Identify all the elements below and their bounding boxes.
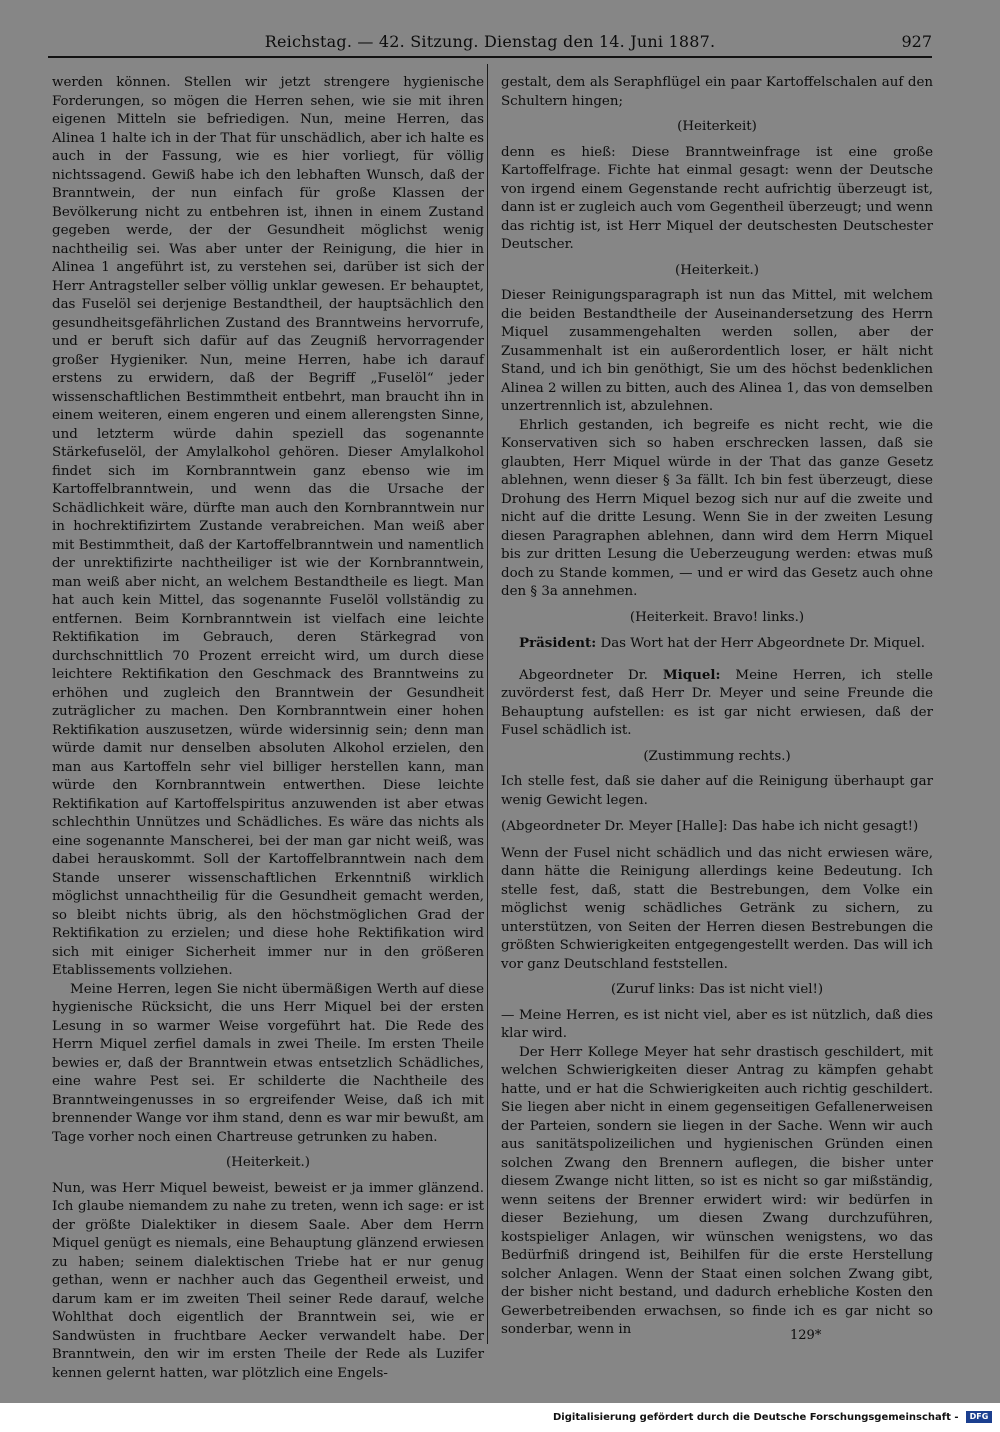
speaker-prefix: Abgeordneter Dr. bbox=[519, 667, 648, 683]
interjection: (Heiterkeit. Bravo! links.) bbox=[629, 609, 805, 625]
column-divider bbox=[487, 64, 488, 1344]
paragraph: Ehrlich gestanden, ich begreife es nicht recht, wie die Konservativen sich so haben erschrecken lassen, daß sie glaubten, Herr Miquel würde in der That das ganze Gesetz ablehnen, wenn dieser § 3a fällt. Ich bin fest überzeugt, diese Drohung des Herrn Miquel bezog sich nur auf die zweite und nicht auf die dritte Lesung. Wenn Sie in der zweiten Lesung diesen Paragraphen ablehnen, dann wird dem Herrn Miquel bis zur dritten Lesung die Ueberzeugung werden: etwas muß doch zu Stande kommen, — und er wird das Gesetz auch ohne den § 3a annehmen. bbox=[501, 417, 933, 599]
president-statement bbox=[501, 634, 933, 654]
paragraph: Nun, was Herr Miquel beweist, beweist er ja immer glänzend. Ich glaube niemandem zu nahe zu treten, wenn ich sage: er ist der größte Dialektiker in diesem Saale. Aber dem Herrn Miquel genügt es niemals, eine Behauptung glänzend erwiesen zu haben; seinem dialektischen Triebe hat er nur genug gethan, wenn er nachher auch das Gegentheil erweist, und darum kam er im zweiten Theil seiner Rede darauf, welche Wohlthat doch eigentlich der Branntwein sei, wie er Sandwüsten in fruchtbare Aecker verwandelt habe. Der Branntwein, den wir im ersten Theile der Rede als Luzifer kennen gelernt hatten, war plötzlich eine Engels- bbox=[52, 1180, 484, 1381]
page-number: 927 bbox=[901, 32, 932, 51]
interjection: (Heiterkeit) bbox=[677, 119, 757, 134]
footer-text: Digitalisierung gefördert durch die Deutsche Forschungsgemeinschaft - bbox=[553, 1412, 959, 1423]
paragraph: Wenn der Fusel nicht schädlich und das nicht erwiesen wäre, dann hätte die Reinigung allerdings keine Bedeutung. Ich stelle fest, daß, statt die Bestrebungen, dem Volke ein möglichst wenig schädliches Getränk zu sichern, zu unterstützen, von Seiten der Herren diesen Bestrebungen die größten Schwierigkeiten entgegengestellt werden. Das will ich vor ganz Deutschland feststellen. bbox=[501, 845, 933, 972]
right-column bbox=[501, 74, 933, 1340]
interjection: (Heiterkeit.) bbox=[675, 262, 759, 278]
paragraph: werden können. Stellen wir jetzt strengere hygienische Forderungen, so mögen die Herren sehen, wie sie mit ihren eigenen Mitteln sie befriedigen. Nun, meine Herren, das Alinea 1 halte ich in der That für unschädlich, aber ich halte es auch in der Fassung, wie es hier vorliegt, für völlig nichtssagend. Gewiß habe ich den lebhaften Wunsch, daß der Branntwein, der nun einfach für große Klassen der Bevölkerung nicht zu entbehren ist, ihnen in einem Zustand gegeben werde, der der Gesundheit möglichst wenig nachtheilig sei. Was aber unter der Reinigung, die hier in Alinea 1 angeführt ist, zu verstehen sei, darüber ist sich der Herr Antragsteller selber völlig unklar gewesen. Er behauptet, das Fuselöl sei derjenige Bestandtheil, der hauptsächlich den gesundheitsgefährlichen Zustand des Branntweins hervorrufe, und er beruft sich dafür auf das Zeugniß hervorragender großer Hygieniker. Nun, meine Herren, habe ich darauf erstens zu erwidern, daß der Begriff „Fuselöl“ jeder wissenschaftlichen Bestimmtheit entbehrt, man braucht ihn in einem weiteren, einem engeren und einem allerengsten Sinne, und letzterm würde dahin speziell das sogenannte Stärkefuselöl, der Amylalkohol gehören. Dieser Amylalkohol findet sich im Kornbranntwein ganz ebenso wie im Kartoffelbranntwein, und wenn das die Ursache der Schädlichkeit wäre, dürfte man auch den Kornbranntwein nur in hochrektifizirtem Zustande verabreichen. Man weiß aber mit Bestimmtheit, daß der Kartoffelbranntwein und namentlich der unrektifizirte nachtheiliger ist wie der Kornbranntwein, man weiß aber nicht, an welchem Bestandtheile es liegt. Man hat auch kein Mittel, das sogenannte Fuselöl vollständig zu entfernen. Beim Kornbranntwein ist vielfach eine leichte Rektifikation im Gebrauch, deren Stärkegrad von durchschnittlich 70 Prozent erreicht wird, um durch diese leichtere Rektifikation den Geschmack des Branntweins zu erhöhen und zugleich den Branntwein der Gesundheit zuträglicher zu machen. Den Kornbranntwein einer hohen Rektifikation auszusetzen, würde widersinnig sein; denn man würde damit nur denselben absoluten Alkohol erzielen, den man aus Kartoffeln sehr viel billiger herstellen kann, man würde den Kornbranntwein entwerthen. Diese leichte Rektifikation auf Kartoffelspiritus anzuwenden ist aber etwas schlechthin Unnützes und Schädliches. Es wäre das nichts als eine sogenannte Manscherei, bei der man gar nicht weiß, was dabei herauskommt. Soll der Kartoffelbranntwein nach dem Stande unserer wissenschaftlichen Erkenntniß wirklich möglichst unnachtheilig für die Gesundheit gemacht werden, so bleibt nichts übrig, als den höchstmöglichen Grad der Rektifikation zu erzielen; und diese hohe Rektifikation wird sich mit einiger Sicherheit immer nur in den größeren Etablissements vollziehen. bbox=[52, 75, 484, 978]
speaker-label: Präsident: bbox=[519, 635, 597, 651]
speaker-statement bbox=[501, 666, 933, 741]
paragraph: Ich stelle fest, daß sie daher auf die Reinigung überhaupt gar wenig Gewicht legen. bbox=[501, 774, 933, 808]
interjection: (Heiterkeit.) bbox=[226, 1155, 310, 1170]
interjection: (Zuruf links: Das ist nicht viel!) bbox=[610, 982, 824, 997]
page-header bbox=[48, 30, 932, 58]
speaker-name: Miquel: bbox=[662, 666, 721, 683]
interjection: (Zustimmung rechts.) bbox=[643, 748, 791, 764]
statement-text: Meine Herren, ich stelle zuvörderst fest, daß Herr Dr. Meyer und seine Freunde die Behauptung aufstellen: es ist gar nicht erwiesen, daß der Fusel schädlich ist. bbox=[501, 667, 933, 738]
running-title: Reichstag. — 42. Sitzung. Dienstag den 14. Juni 1887. bbox=[264, 32, 716, 51]
footer-credit bbox=[553, 1411, 992, 1425]
paragraph: — Meine Herren, es ist nicht viel, aber es ist nützlich, daß dies klar wird. bbox=[501, 1007, 933, 1041]
paragraph: denn es hieß: Diese Branntweinfrage ist eine große Kartoffelfrage. Fichte hat einmal gesagt: wenn der Deutsche von irgend einem Gegenstande recht aufrichtig überzeugt ist, dann ist er zugleich auch vom Gegentheil überzeugt; und wenn das richtig ist, ist Herr Miquel der deutschesten Deutschester Deutscher. bbox=[501, 144, 933, 252]
paragraph: Dieser Reinigungsparagraph ist nun das Mittel, mit welchem die beiden Bestandtheile der Auseinandersetzung des Herrn Miquel zusammengehalten werden sollen, aber der Zusammenhalt ist ein außerordentlich loser, er hält nicht Stand, und ich bin genöthigt, Sie um des höchst bedenklichen Alinea 2 willen zu bitten, auch des Alinea 1, das von demselben unzertrennlich ist, abzulehnen. bbox=[501, 288, 933, 414]
sheet-signature: 129* bbox=[790, 1328, 822, 1343]
paragraph: Der Herr Kollege Meyer hat sehr drastisch geschildert, mit welchen Schwierigkeiten dieser Antrag zu kämpfen gehabt hatte, und er hat die Schwierigkeiten auch richtig geschildert. Sie liegen aber nicht in einem gegenseitigen Gefallenerweisen der Parteien, sondern sie liegen in der Sache. Wenn wir auch aus sanitätspolizeilichen und hygienischen Gründen einen solchen Zwang den Brennern auflegen, die bisher unter diesem Zwange nicht litten, so ist es nicht so gar mißständig, wenn seitens der Brenner erwidert wird: wir bedürfen in dieser Beziehung, um diesen Zwang durchzuführen, kostspieliger Anlagen, wir wünschen wenigstens, wo das Bedürfniß dringend ist, Beihilfen für die erste Herstellung solcher Anlagen. Wenn der Staat einen solchen Zwang gibt, der bisher nicht bestand, und dadurch erhebliche Kosten den Gewerbetreibenden erwachsen, so finde ich es gar nicht so sonderbar, wenn in bbox=[501, 1044, 933, 1337]
left-column bbox=[52, 74, 484, 1383]
interjection: (Abgeordneter Dr. Meyer [Halle]: Das habe ich nicht gesagt!) bbox=[501, 819, 919, 834]
paragraph: Meine Herren, legen Sie nicht übermäßigen Werth auf diese hygienische Rücksicht, die uns Herr Miquel bei der ersten Lesung in so warmer Weise vorgeführt hat. Die Rede des Herrn Miquel zerfiel damals in zwei Theile. Im ersten Theile bewies er, daß der Branntwein etwas entsetzlich Schädliches, eine wahre Pest sei. Er schilderte die Nachtheile des Branntweingenusses in so ergreifender Weise, daß ich mit brennender Wange vor ihm stand, denn es war mir bewußt, am Tage vorher noch einen Chartreuse getrunken zu haben. bbox=[52, 981, 484, 1145]
paragraph: gestalt, dem als Seraphflügel ein paar Kartoffelschalen auf den Schultern hingen; bbox=[501, 75, 933, 109]
dfg-logo: DFG bbox=[966, 1411, 992, 1423]
statement-text: Das Wort hat der Herr Abgeordnete Dr. Miquel. bbox=[600, 636, 926, 651]
